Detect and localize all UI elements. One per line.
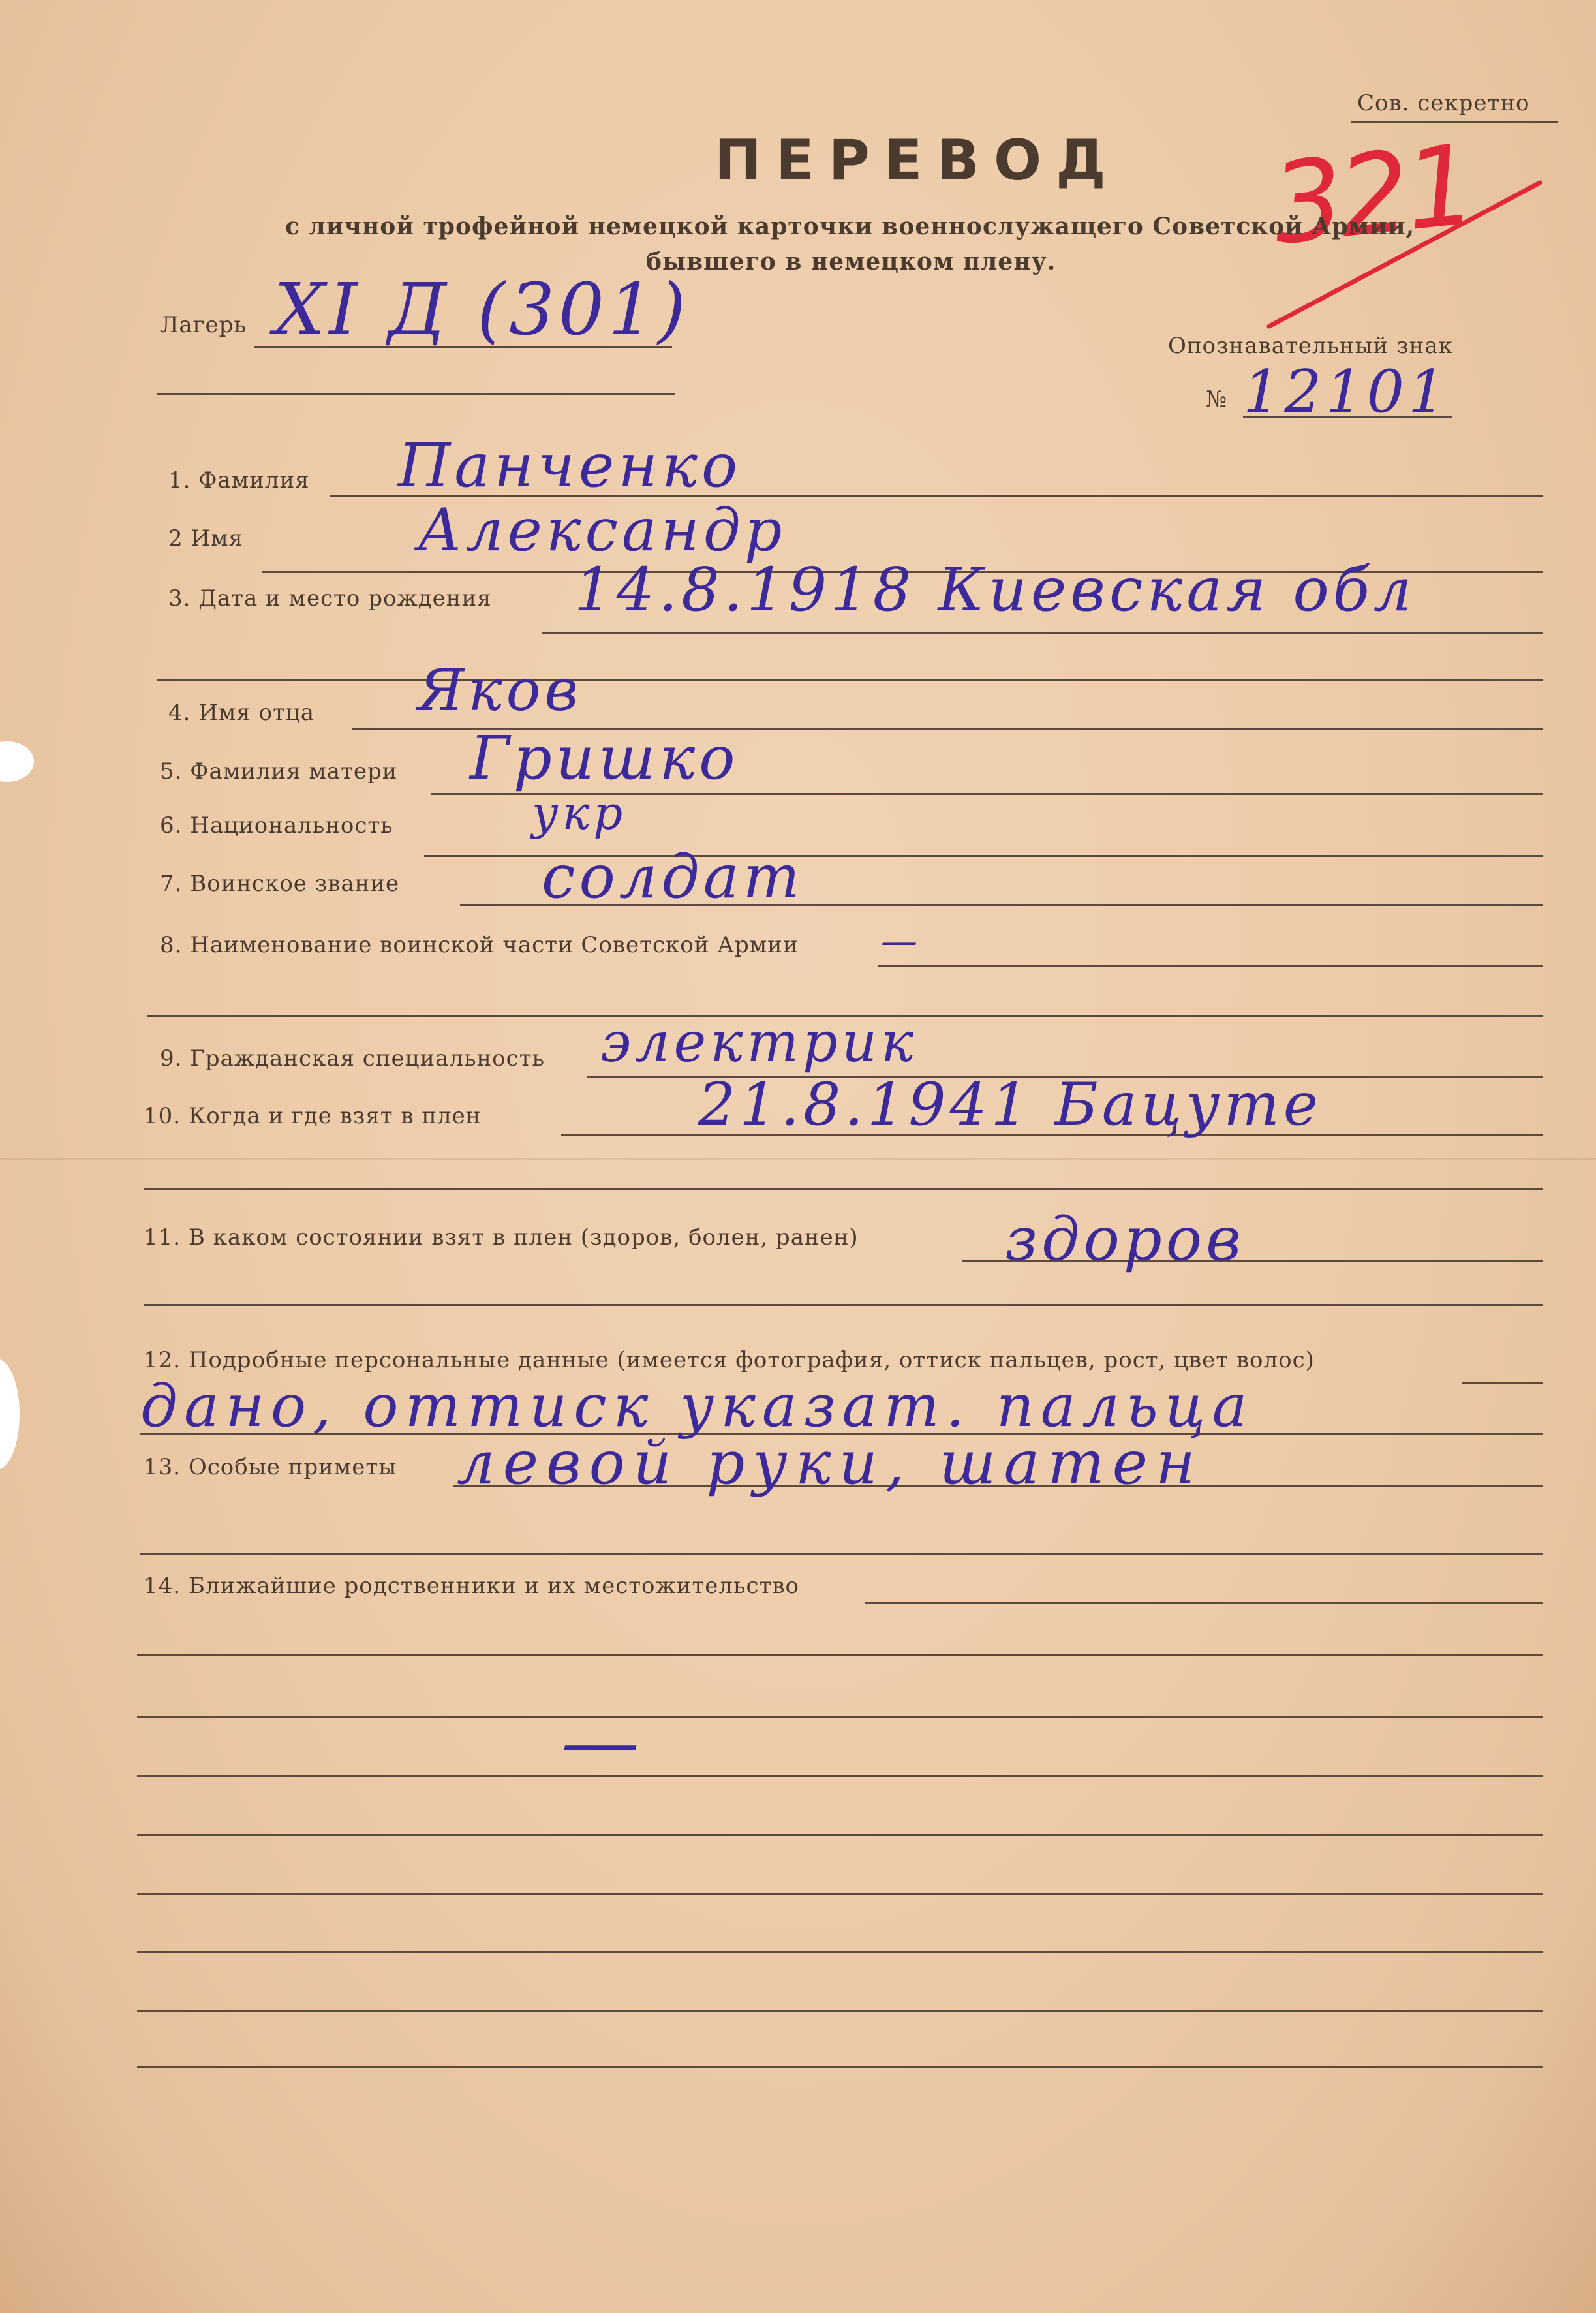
field-value-9: электрик	[600, 1010, 918, 1074]
field-label-3: 3. Дата и место рождения	[168, 585, 492, 612]
field-value-5: Гришко	[470, 723, 739, 793]
field-value-2: Александр	[418, 496, 786, 565]
fold-crease	[0, 1158, 1596, 1160]
blank-line-3	[137, 1775, 1543, 1777]
field-line-10b	[144, 1188, 1543, 1190]
field-label-4: 4. Имя отца	[168, 700, 315, 726]
blank-line-5	[137, 1893, 1543, 1895]
field-value-3: 14.8.1918 Киевская обл	[574, 555, 1416, 625]
field-value-10: 21.8.1941 Бацуте	[698, 1070, 1323, 1139]
id-tag-value: 12101	[1243, 358, 1450, 426]
field-label-12: 12. Подробные персональные данные (имеется фотография, оттиск пальцев, рост, цвет волос)	[144, 1347, 1315, 1373]
field-label-13: 13. Особые приметы	[144, 1454, 397, 1480]
field-line-11b	[144, 1304, 1543, 1306]
id-tag-label: Опознавательный знак	[1168, 333, 1453, 359]
blank-line-4	[137, 1834, 1543, 1836]
registration-number: 321	[1266, 120, 1479, 270]
field-line-3b	[157, 679, 1543, 681]
camp-line-2	[157, 393, 675, 395]
blank-line-2	[137, 1716, 1543, 1718]
punch-hole	[0, 741, 34, 782]
field-value-14: —	[561, 1697, 639, 1788]
blank-line-7	[137, 2010, 1543, 2012]
field-line-14	[865, 1602, 1543, 1604]
field-label-2: 2 Имя	[168, 525, 243, 551]
field-label-11: 11. В каком состоянии взят в плен (здоров, болен, ранен)	[144, 1224, 859, 1250]
red-strike	[1266, 176, 1553, 333]
field-label-6: 6. Национальность	[160, 813, 393, 839]
field-line-13b	[140, 1553, 1543, 1555]
subtitle-line1: с личной трофейной немецкой карточки военнослужащего Советской Армии,	[285, 213, 1415, 240]
field-label-1: 1. Фамилия	[168, 467, 310, 493]
field-value-8: —	[881, 920, 921, 963]
field-line-12	[1462, 1382, 1543, 1384]
subtitle-line2: бывшего в немецком плену.	[646, 248, 1056, 275]
blank-line-1	[137, 1654, 1543, 1656]
torn-edge	[0, 1359, 20, 1470]
field-value-1: Панченко	[398, 431, 742, 501]
id-tag-prefix: №	[1206, 386, 1228, 412]
field-value-4: Яков	[418, 657, 582, 724]
camp-value: XI Д (301)	[274, 268, 690, 351]
field-line-8	[878, 965, 1543, 967]
field-value-12: дано, оттиск указат. пальца	[140, 1372, 1254, 1440]
page-title: ПЕРЕВОД	[714, 128, 1120, 193]
classification-label: Сов. секретно	[1357, 90, 1530, 116]
field-value-11: здоров	[1005, 1204, 1245, 1274]
field-label-9: 9. Гражданская специальность	[160, 1046, 545, 1072]
field-value-13: левой руки, шатен	[457, 1428, 1203, 1498]
field-label-14: 14. Ближайшие родственники и их местожительство	[144, 1573, 799, 1599]
field-line-3	[542, 632, 1543, 634]
field-value-7: солдат	[542, 842, 804, 912]
blank-line-6	[137, 1951, 1543, 1953]
camp-label: Лагерь	[160, 312, 247, 338]
blank-line-8	[137, 2066, 1543, 2068]
field-label-7: 7. Воинское звание	[160, 871, 400, 897]
field-label-10: 10. Когда и где взят в плен	[144, 1103, 482, 1129]
field-label-5: 5. Фамилия матери	[160, 758, 398, 784]
field-value-6: укр	[532, 786, 627, 840]
field-label-8: 8. Наименование воинской части Советской Армии	[160, 932, 799, 958]
